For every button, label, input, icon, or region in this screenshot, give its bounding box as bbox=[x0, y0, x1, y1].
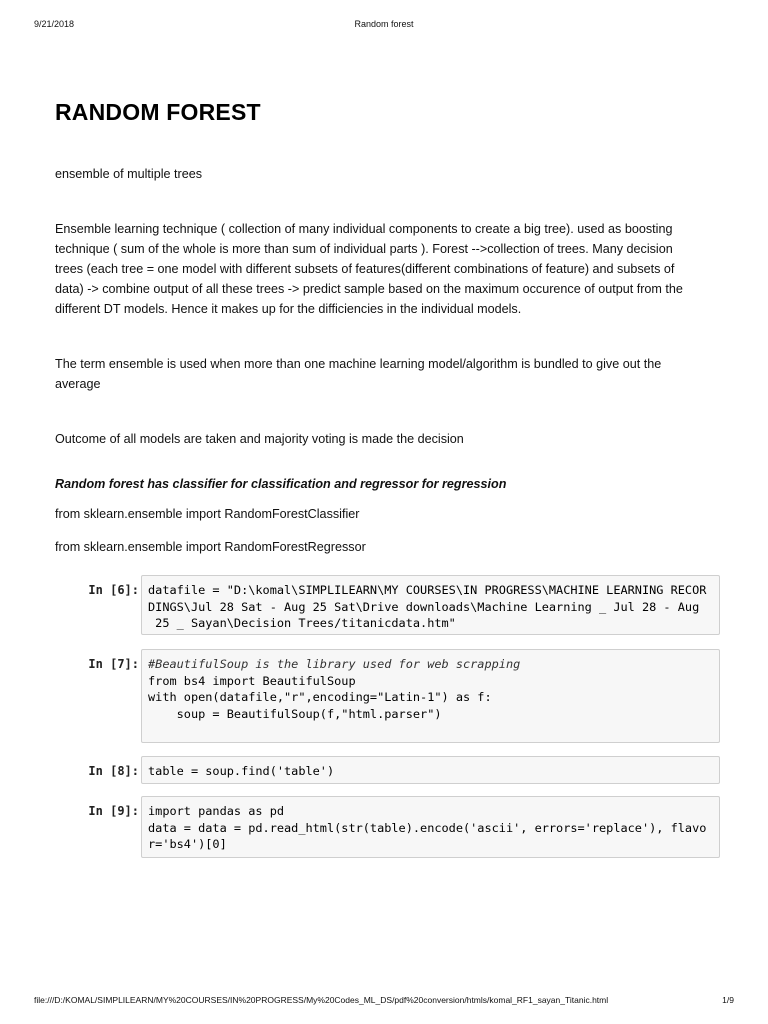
cell-prompt: In [9]: bbox=[88, 804, 139, 818]
text-line: average bbox=[55, 377, 101, 391]
cell-prompt: In [8]: bbox=[88, 764, 139, 778]
text-line: data) -> combine output of all these trees -> predict sample based on the maximum occurence of output from the bbox=[55, 282, 683, 296]
cell-prompt: In [7]: bbox=[88, 657, 139, 671]
code-input[interactable]: datafile = "D:\komal\SIMPLILEARN\MY COURSES\IN PROGRESS\MACHINE LEARNING RECOR DINGS\Jul 28 Sat - Aug 25 Sat\Drive downloads\Machine Learning _ Jul 28 - Aug 25 _ Sayan\Decision Trees/titanicdata.htm" bbox=[141, 575, 720, 635]
text-line: The term ensemble is used when more than one machine learning model/algorithm is bundled to give out the bbox=[55, 357, 662, 371]
code-cell bbox=[55, 756, 720, 784]
text-line: different DT models. Hence it makes up for the difficiencies in the individual models. bbox=[55, 302, 522, 316]
code-text: from bs4 import BeautifulSoup with open(datafile,"r",encoding="Latin-1") as f: soup = BeautifulSoup(f,"html.parser") bbox=[148, 673, 492, 721]
print-page-number: 1/9 bbox=[722, 995, 734, 1005]
paragraph-import-classifier: from sklearn.ensemble import RandomForestClassifier bbox=[55, 507, 360, 521]
code-cell bbox=[55, 796, 720, 858]
text-line: technique ( sum of the whole is more than sum of individual parts ). Forest -->collection of trees. Many decision bbox=[55, 242, 673, 256]
code-input[interactable] bbox=[141, 649, 720, 743]
paragraph-ensemble-learning bbox=[55, 219, 720, 319]
paragraph-intro: ensemble of multiple trees bbox=[55, 167, 202, 181]
print-header-title: Random forest bbox=[354, 19, 414, 29]
page-title: RANDOM FOREST bbox=[55, 99, 261, 125]
text-line: trees (each tree = one model with different subsets of features(different combinations of feature) and subsets of bbox=[55, 262, 675, 276]
text-line: Ensemble learning technique ( collection of many individual components to create a big tree). used as boosting bbox=[55, 222, 673, 236]
code-comment: #BeautifulSoup is the library used for web scrapping bbox=[148, 657, 521, 671]
paragraph-import-regressor: from sklearn.ensemble import RandomForestRegressor bbox=[55, 540, 366, 554]
print-date: 9/21/2018 bbox=[34, 19, 75, 29]
code-input[interactable]: import pandas as pd data = data = pd.read_html(str(table).encode('ascii', errors='replace'), flavo r='bs4')[0] bbox=[141, 796, 720, 858]
paragraph-classifier-regressor: Random forest has classifier for classification and regressor for regression bbox=[55, 477, 507, 491]
paragraph-ensemble-term bbox=[55, 354, 720, 394]
code-input[interactable]: table = soup.find('table') bbox=[141, 756, 720, 784]
code-cell bbox=[55, 649, 720, 743]
cell-prompt: In [6]: bbox=[88, 583, 139, 597]
print-footer-path: file:///D:/KOMAL/SIMPLILEARN/MY%20COURSES/IN%20PROGRESS/My%20Codes_ML_DS/pdf%20conversion/htmls/komal_RF1_sayan_Titanic.html bbox=[34, 995, 609, 1005]
code-cell bbox=[55, 575, 720, 635]
paragraph-outcome: Outcome of all models are taken and majority voting is made the decision bbox=[55, 432, 464, 446]
